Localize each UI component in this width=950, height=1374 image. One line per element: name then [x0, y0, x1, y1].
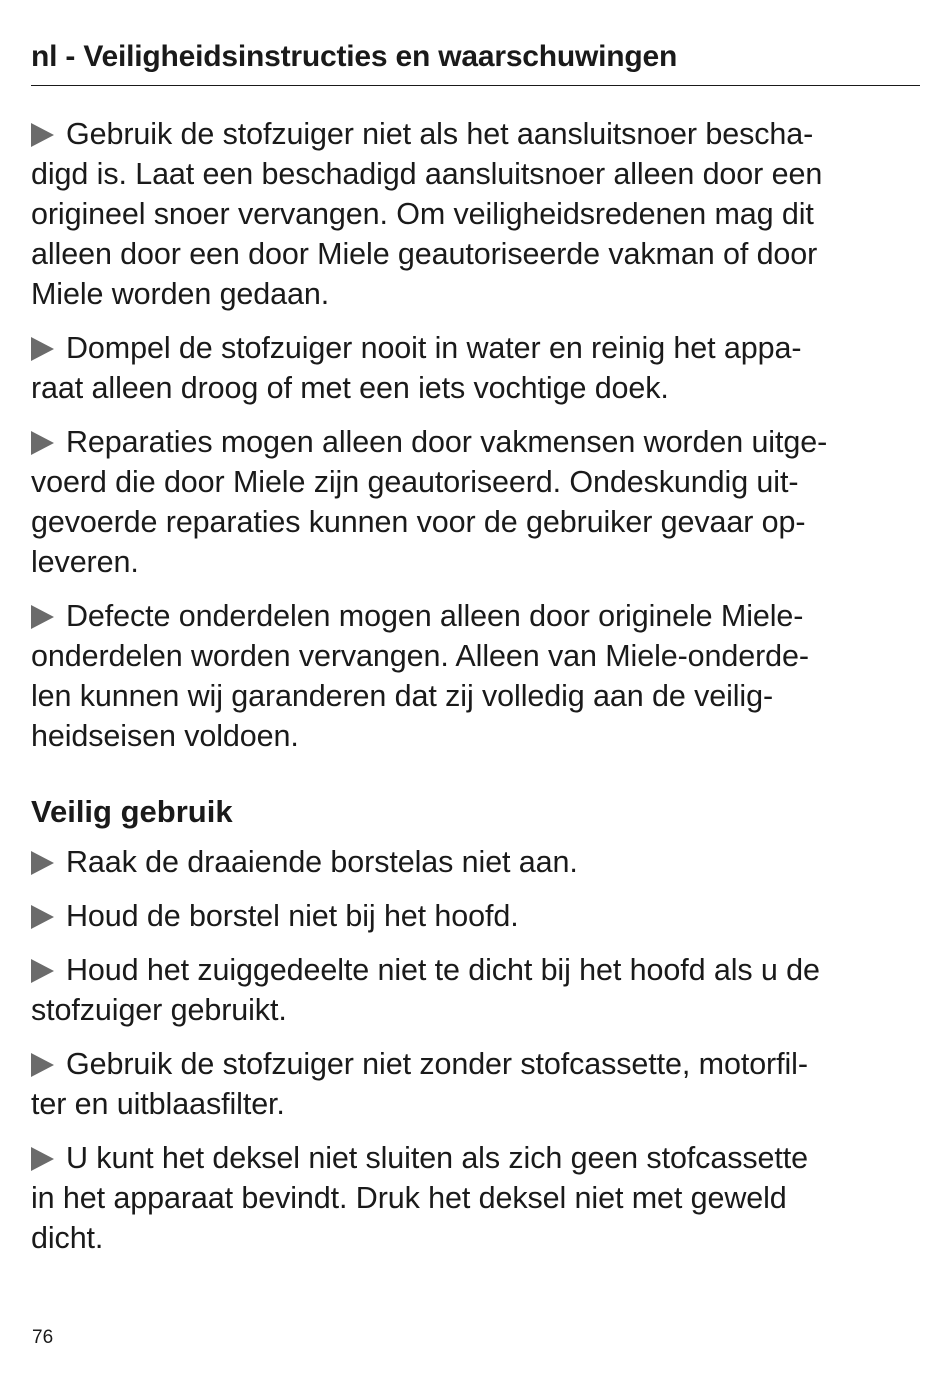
- warning-item: [31, 422, 923, 582]
- warning-item: [31, 842, 923, 882]
- text-line: leveren.: [31, 545, 139, 579]
- page-title: nl - Veiligheidsinstructies en waarschuwingen: [31, 40, 678, 73]
- text-line: Reparaties mogen alleen door vakmensen worden uitge-: [66, 425, 828, 459]
- text-line: Gebruik de stofzuiger niet als het aansluitsnoer bescha-: [66, 117, 814, 151]
- text-line: Defecte onderdelen mogen alleen door originele Miele-: [66, 599, 804, 633]
- safety-warnings-section: [31, 114, 923, 756]
- text-line: raat alleen droog of met een iets vochtige doek.: [31, 371, 669, 405]
- arrow-bullet-icon: [31, 959, 54, 983]
- text-line: alleen door een door Miele geautoriseerde vakman of door: [31, 237, 818, 271]
- text-line: stofzuiger gebruikt.: [31, 993, 287, 1027]
- text-line: U kunt het deksel niet sluiten als zich geen stofcassette: [66, 1141, 808, 1175]
- text-line: in het apparaat bevindt. Druk het deksel niet met geweld: [31, 1181, 787, 1215]
- text-line: voerd die door Miele zijn geautoriseerd. Ondeskundig uit-: [31, 465, 799, 499]
- text-line: heidseisen voldoen.: [31, 719, 299, 753]
- page-header: [31, 36, 920, 86]
- arrow-bullet-icon: [31, 605, 54, 629]
- arrow-bullet-icon: [31, 905, 54, 929]
- warning-item: [31, 950, 923, 1030]
- text-line: digd is. Laat een beschadigd aansluitsnoer alleen door een: [31, 157, 823, 191]
- text-line: gevoerde reparaties kunnen voor de gebruiker gevaar op-: [31, 505, 806, 539]
- text-line: onderdelen worden vervangen. Alleen van Miele-onderde-: [31, 639, 809, 673]
- text-line: Raak de draaiende borstelas niet aan.: [66, 845, 578, 879]
- section-heading: Veilig gebruik: [31, 794, 233, 829]
- text-line: dicht.: [31, 1221, 104, 1255]
- safe-use-section: [31, 792, 923, 1258]
- text-line: Dompel de stofzuiger nooit in water en reinig het appa-: [66, 331, 802, 365]
- arrow-bullet-icon: [31, 123, 54, 147]
- page-number: 76: [32, 1327, 54, 1348]
- text-line: Houd de borstel niet bij het hoofd.: [66, 899, 519, 933]
- text-line: Houd het zuiggedeelte niet te dicht bij het hoofd als u de: [66, 953, 820, 987]
- text-line: len kunnen wij garanderen dat zij volledig aan de veilig-: [31, 679, 774, 713]
- text-line: Miele worden gedaan.: [31, 277, 330, 311]
- document-body: [31, 114, 923, 1272]
- arrow-bullet-icon: [31, 851, 54, 875]
- text-line: origineel snoer vervangen. Om veiligheidsredenen mag dit: [31, 197, 814, 231]
- warning-item: [31, 596, 923, 756]
- arrow-bullet-icon: [31, 431, 54, 455]
- text-line: Gebruik de stofzuiger niet zonder stofcassette, motorfil-: [66, 1047, 808, 1081]
- arrow-bullet-icon: [31, 1147, 54, 1171]
- section-spacer: [31, 770, 923, 792]
- text-line: ter en uitblaasfilter.: [31, 1087, 285, 1121]
- warning-item: [31, 1044, 923, 1124]
- warning-item: [31, 114, 923, 314]
- warning-item: [31, 1138, 923, 1258]
- arrow-bullet-icon: [31, 337, 54, 361]
- warning-item: [31, 328, 923, 408]
- warning-item: [31, 896, 923, 936]
- arrow-bullet-icon: [31, 1053, 54, 1077]
